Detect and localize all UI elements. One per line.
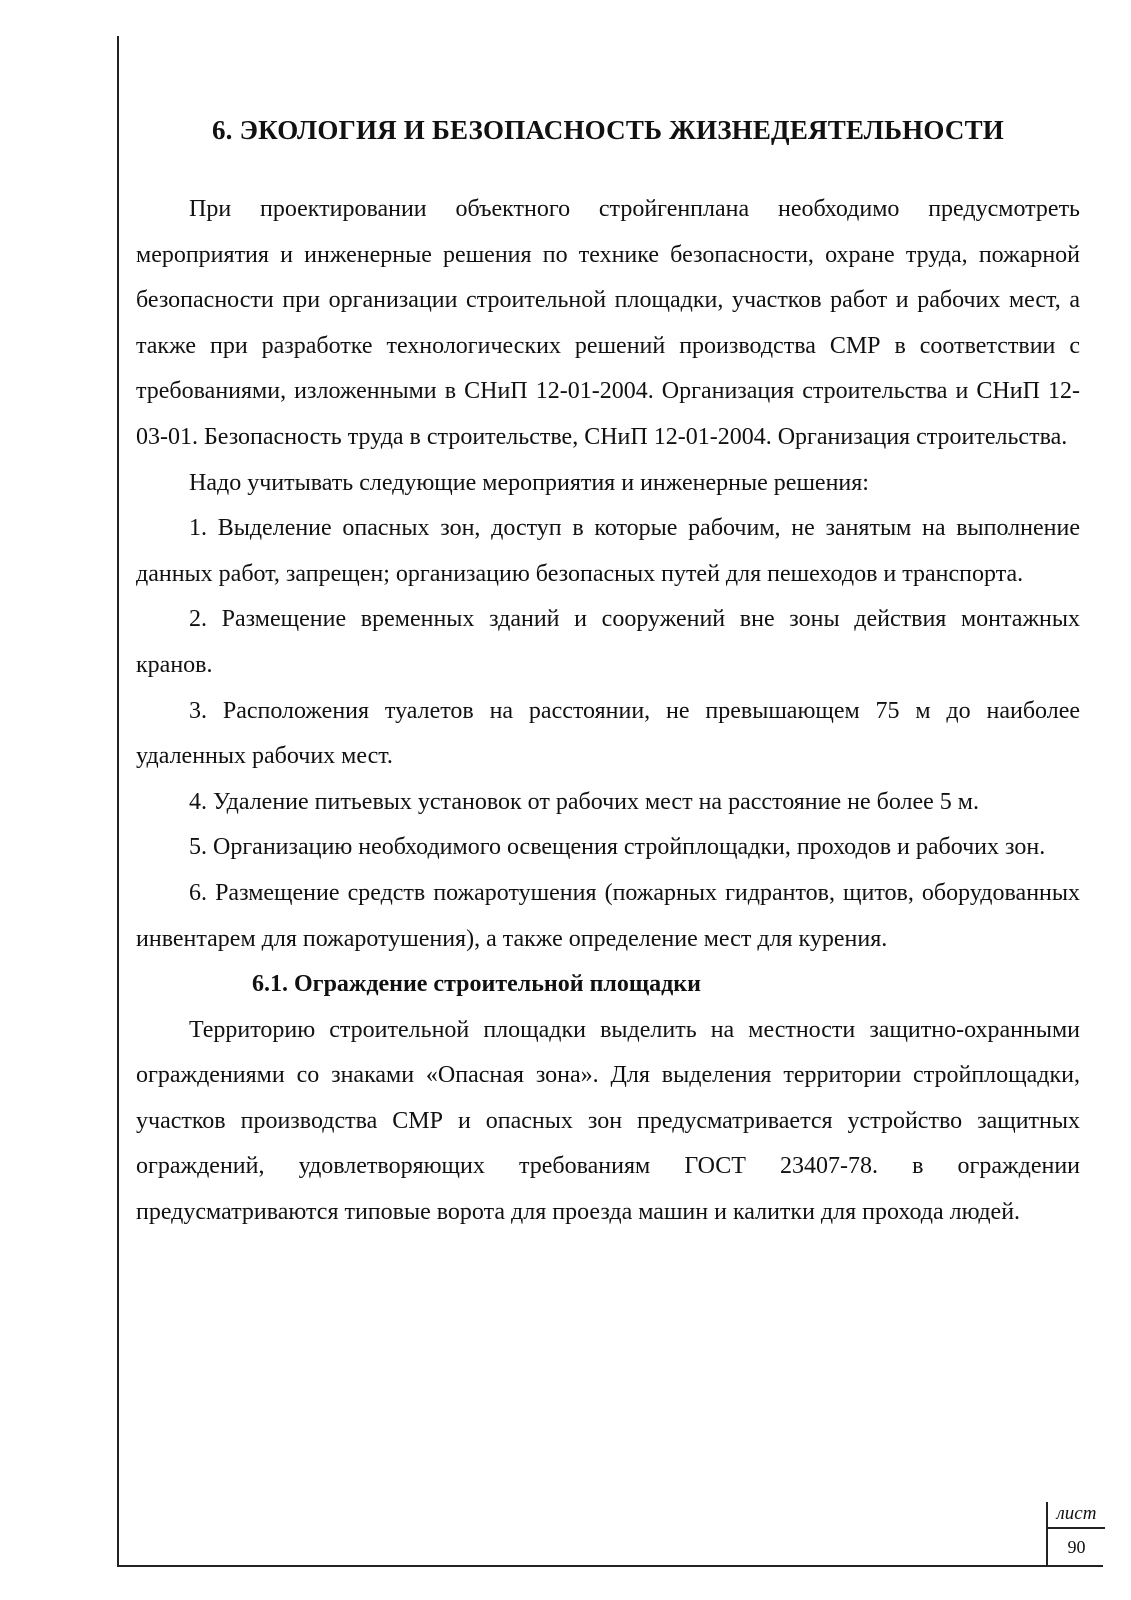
sheet-number: 90 [1067, 1537, 1086, 1557]
sheet-stamp [1046, 1502, 1105, 1565]
list-item-3: 3. Расположения туалетов на расстоянии, не превышающем 75 м до наиболее удаленных рабочих мест. [136, 697, 1080, 770]
list-item-5: 5. Организацию необходимого освещения стройплощадки, проходов и рабочих зон. [189, 834, 1046, 861]
subsection-heading: 6.1. Ограждение строительной площадки [252, 971, 701, 998]
section-body [136, 187, 1080, 1236]
list-item-6: 6. Размещение средств пожаротушения (пожарных гидрантов, щитов, оборудованных инвентарем для пожаротушения), а также определение мест для курения. [136, 879, 1080, 952]
list-item-4: 4. Удаление питьевых установок от рабочих мест на расстояние не более 5 м. [189, 788, 979, 815]
page-frame-left-border [117, 36, 119, 1566]
paragraph-measures-intro: Надо учитывать следующие мероприятия и инженерные решения: [189, 469, 869, 496]
sheet-label: лист [1048, 1502, 1105, 1529]
list-item-1: 1. Выделение опасных зон, доступ в которые рабочим, не занятым на выполнение данных работ, запрещен; организацию безопасных путей для пешеходов и транспорта. [136, 515, 1080, 587]
section-heading: 6. ЭКОЛОГИЯ И БЕЗОПАСНОСТЬ ЖИЗНЕДЕЯТЕЛЬНОСТИ [211, 115, 1005, 145]
paragraph-fencing: Территорию строительной площадки выделить на местности защитно-охранными ограждениями со знаками «Опасная зона». Для выделения территории стройплощадки, участков производства СМР и опасных зон предусматривается устройство защитных ограждений, удовлетворяющих требованиям ГОСТ 23407-78. в ограждении предусматриваются типовые ворота для проезда машин и калитки для прохода людей. [136, 1016, 1080, 1226]
page-frame-bottom-border [117, 1565, 1103, 1567]
list-item-2: 2. Размещение временных зданий и сооружений вне зоны действия монтажных кранов. [136, 606, 1080, 678]
paragraph-intro: При проектировании объектного стройгенплана необходимо предусмотреть мероприятия и инженерные решения по технике безопасности, охране труда, пожарной безопасности при организации строительной площадки, участков работ и рабочих мест, а также при разработке технологических решений производства СМР в соответствии с требованиями, изложенными в СНиП 12-01-2004. Организация строительства и СНиП 12-03-01. Безопасность труда в строительстве, СНиП 12-01-2004. Организация строительства. [136, 196, 1080, 450]
